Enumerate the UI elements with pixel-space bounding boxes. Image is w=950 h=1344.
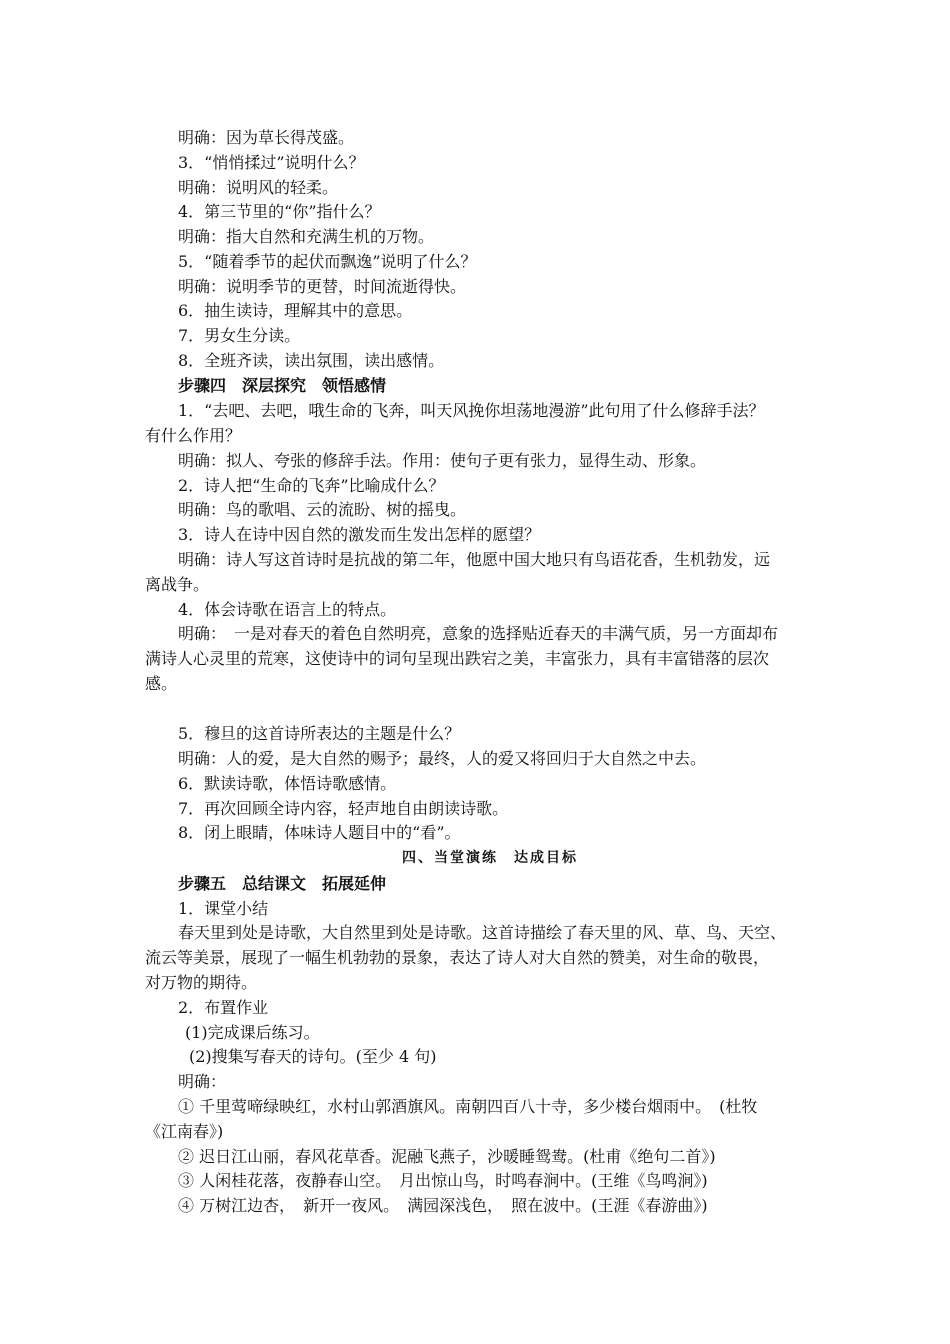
step-heading: 步骤四 深层探究 领悟感情 (178, 376, 387, 395)
answer-line: 明确：拟人、夸张的修辞手法。作用：使句子更有张力，显得生动、形象。 (178, 451, 707, 470)
poem-line: ② 迟日江山丽，春风花草香。泥融飞燕子，沙暖睡鸳鸯。(杜甫《绝句二首》) (178, 1147, 716, 1166)
homework-item: (2)搜集写春天的诗句。(至少 4 句) (189, 1047, 437, 1066)
answer-line: 明确：说明季节的更替，时间流逝得快。 (178, 277, 467, 296)
answer-line: 明确：指大自然和充满生机的万物。 (178, 227, 435, 246)
question-line-continued: 有什么作用？ (145, 426, 242, 445)
answer-line: 明确：说明风的轻柔。 (178, 178, 339, 197)
subheading-line: 2．布置作业 (178, 998, 269, 1017)
answer-line: 明确：鸟的歌唱、云的流盼、树的摇曳。 (178, 500, 467, 519)
question-line: 4．体会诗歌在语言上的特点。 (178, 600, 397, 619)
activity-line: 7．再次回顾全诗内容，轻声地自由朗读诗歌。 (178, 799, 509, 818)
activity-line: 8．闭上眼睛，体味诗人题目中的“看”。 (178, 823, 461, 842)
question-line: 3．诗人在诗中因自然的激发而生发出怎样的愿望？ (178, 525, 541, 544)
answer-line: 明确：诗人写这首诗时是抗战的第二年，他愿中国大地只有鸟语花香，生机勃发，远 (178, 550, 771, 569)
answer-line: 明确： 一是对春天的着色自然明亮，意象的选择贴近春天的丰满气质，另一方面却布 (178, 624, 779, 643)
answer-line-continued: 感。 (145, 674, 178, 693)
poem-line: ① 千里莺啼绿映红，水村山郭酒旗风。南朝四百八十寺，多少楼台烟雨中。 (杜牧 (178, 1097, 758, 1116)
question-line: 5．“随着季节的起伏而飘逸”说明了什么？ (178, 252, 477, 271)
step-heading: 步骤五 总结课文 拓展延伸 (178, 874, 387, 893)
question-line: 3．“悄悄揉过”说明什么？ (178, 153, 365, 172)
answer-line: 明确：因为草长得茂盛。 (178, 128, 355, 147)
question-line: 1．“去吧、去吧，哦生命的飞奔，叫天风挽你坦荡地漫游”此句用了什么修辞手法？ (178, 401, 765, 420)
subheading-line: 1．课堂小结 (178, 899, 269, 918)
question-line: 4．第三节里的“你”指什么？ (178, 202, 381, 221)
activity-line: 8．全班齐读，读出氛围，读出感情。 (178, 351, 445, 370)
answer-line: 明确：人的爱，是大自然的赐予；最终，人的爱又将回归于大自然之中去。 (178, 749, 707, 768)
answer-line-continued: 满诗人心灵里的荒寒，这使诗中的词句呈现出跌宕之美，丰富张力，具有丰富错落的层次 (145, 649, 770, 668)
question-line: 5．穆旦的这首诗所表达的主题是什么？ (178, 724, 461, 743)
summary-line-continued: 对万物的期待。 (145, 973, 258, 992)
activity-line: 6．抽生读诗，理解其中的意思。 (178, 301, 413, 320)
activity-line: 6．默读诗歌，体悟诗歌感情。 (178, 774, 397, 793)
summary-line: 春天里到处是诗歌，大自然里到处是诗歌。这首诗描绘了春天里的风、草、鸟、天空、 (178, 923, 787, 942)
activity-line: 7．男女生分读。 (178, 326, 301, 345)
poem-line: ④ 万树江边杏， 新开一夜风。 满园深浅色， 照在波中。(王涯《春游曲》) (178, 1196, 708, 1215)
answer-line-continued: 离战争。 (145, 575, 210, 594)
poem-line-continued: 《江南春》) (145, 1122, 224, 1141)
poem-line: ③ 人闲桂花落，夜静春山空。 月出惊山鸟，时鸣春涧中。(王维《鸟鸣涧》) (178, 1171, 708, 1190)
question-line: 2．诗人把“生命的飞奔”比喻成什么？ (178, 476, 445, 495)
summary-line-continued: 流云等美景，展现了一幅生机勃勃的景象，表达了诗人对大自然的赞美，对生命的敬畏， (145, 948, 770, 967)
answer-label: 明确： (178, 1072, 227, 1091)
homework-item: (1)完成课后练习。 (185, 1023, 320, 1042)
section-heading: 四、当堂演练 达成目标 (402, 850, 578, 866)
